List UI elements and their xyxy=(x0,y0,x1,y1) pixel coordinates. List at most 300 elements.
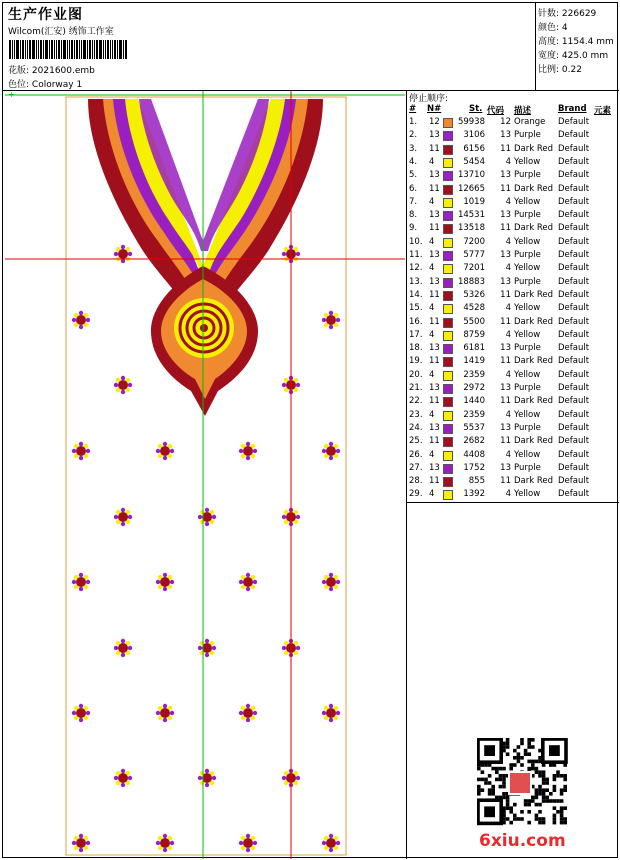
colorway-line xyxy=(8,77,82,90)
row-stitches: 14531 xyxy=(457,210,485,221)
row-description: Dark Red xyxy=(514,223,554,234)
row-index: 6. xyxy=(409,183,418,194)
row-stitches: 5326 xyxy=(463,289,485,300)
stop-row xyxy=(407,303,619,316)
motif-flower xyxy=(198,639,216,657)
row-index: 26. xyxy=(409,449,423,460)
stop-row xyxy=(407,489,619,502)
row-code: 13 xyxy=(500,276,511,287)
color-swatch xyxy=(443,477,453,487)
row-brand: Default xyxy=(558,343,590,354)
color-swatch xyxy=(443,198,453,208)
motif-flower xyxy=(239,442,257,460)
row-index: 8. xyxy=(409,210,418,221)
row-code: 4 xyxy=(505,303,511,314)
barcode-bar xyxy=(107,40,109,59)
design-stats xyxy=(536,3,619,91)
row-brand: Default xyxy=(558,369,590,380)
page-title: 生产作业图 xyxy=(8,7,83,23)
motif-flower xyxy=(114,769,132,787)
row-needle: 11 xyxy=(429,356,440,367)
row-stitches: 3106 xyxy=(463,130,485,141)
header-info xyxy=(3,3,536,91)
row-brand: Default xyxy=(558,156,590,167)
row-brand: Default xyxy=(558,250,590,260)
stop-row xyxy=(407,383,619,396)
row-brand: Default xyxy=(558,143,590,154)
color-swatch xyxy=(443,158,453,168)
row-brand: Default xyxy=(558,276,590,287)
row-index: 23. xyxy=(409,409,423,420)
row-index: 25. xyxy=(409,436,423,447)
stop-row xyxy=(407,117,619,130)
row-stitches: 5777 xyxy=(463,250,485,260)
row-stitches: 7200 xyxy=(463,236,485,247)
row-index: 1. xyxy=(409,117,418,127)
row-index: 2. xyxy=(409,130,418,141)
col-header-brand: Brand xyxy=(558,104,587,114)
row-index: 15. xyxy=(409,303,423,314)
barcode-bar xyxy=(81,40,82,59)
stop-row xyxy=(407,317,619,330)
col-header-element: 元素 xyxy=(594,106,612,116)
row-brand: Default xyxy=(558,223,590,234)
barcode-bar xyxy=(123,40,124,59)
row-stitches: 1440 xyxy=(463,396,485,407)
barcode xyxy=(9,40,149,59)
motif-flower xyxy=(114,245,132,263)
color-swatch xyxy=(443,264,453,274)
stop-row xyxy=(407,423,619,436)
barcode-bar xyxy=(9,40,11,59)
barcode-bar xyxy=(16,40,19,59)
color-swatch xyxy=(443,171,453,181)
stop-row xyxy=(407,343,619,356)
barcode-bar xyxy=(112,40,113,59)
motif-flower xyxy=(72,573,90,591)
barcode-bar xyxy=(110,40,111,59)
stop-sequence-panel xyxy=(407,91,619,503)
barcode-bar xyxy=(12,40,13,59)
color-swatch xyxy=(443,357,453,367)
motif-flower xyxy=(72,704,90,722)
row-needle: 11 xyxy=(429,396,440,407)
row-brand: Default xyxy=(558,263,590,274)
row-description: Yellow xyxy=(514,449,541,460)
row-description: Yellow xyxy=(514,196,541,207)
row-index: 24. xyxy=(409,422,423,433)
barcode-bar xyxy=(74,40,75,59)
motif-flower xyxy=(239,834,257,852)
stat-scale: 比例: 0.22 xyxy=(538,65,582,75)
production-worksheet xyxy=(2,2,618,858)
design-file-label: 花版: xyxy=(8,66,30,76)
row-stitches: 4528 xyxy=(463,303,485,314)
embroidery-design-svg xyxy=(3,91,407,859)
row-stitches: 13710 xyxy=(457,170,485,181)
color-swatch xyxy=(443,318,453,328)
row-description: Yellow xyxy=(514,303,541,314)
row-needle: 4 xyxy=(429,236,435,247)
row-description: Purple xyxy=(514,250,541,260)
color-swatch xyxy=(443,224,453,234)
col-header-stitches: St. xyxy=(469,104,483,114)
motif-flower xyxy=(156,704,174,722)
row-needle: 13 xyxy=(429,276,440,287)
row-index: 28. xyxy=(409,476,423,487)
row-index: 10. xyxy=(409,236,423,247)
row-index: 4. xyxy=(409,156,418,167)
row-needle: 4 xyxy=(429,196,435,207)
row-stitches: 59938 xyxy=(457,117,485,127)
row-code: 11 xyxy=(500,436,511,447)
design-file-value: 2021600.emb xyxy=(31,66,95,76)
qr-code xyxy=(477,738,569,826)
row-index: 18. xyxy=(409,343,423,354)
barcode-bar xyxy=(54,40,55,59)
qr-code-svg xyxy=(477,738,569,826)
row-brand: Default xyxy=(558,422,590,433)
row-description: Dark Red xyxy=(514,289,554,300)
row-description: Purple xyxy=(514,276,541,287)
row-description: Dark Red xyxy=(514,436,554,447)
row-needle: 4 xyxy=(429,409,435,420)
row-brand: Default xyxy=(558,409,590,420)
row-brand: Default xyxy=(558,316,590,327)
color-swatch xyxy=(443,304,453,314)
row-code: 13 xyxy=(500,343,511,354)
row-code: 4 xyxy=(505,196,511,207)
row-needle: 12 xyxy=(429,117,440,127)
row-code: 4 xyxy=(505,329,511,340)
barcode-bar xyxy=(38,40,39,59)
row-index: 16. xyxy=(409,316,423,327)
row-stitches: 8759 xyxy=(463,329,485,340)
row-stitches: 2972 xyxy=(463,383,485,393)
row-needle: 4 xyxy=(429,329,435,340)
row-index: 11. xyxy=(409,250,423,260)
barcode-bar xyxy=(71,40,73,59)
row-brand: Default xyxy=(558,462,590,473)
barcode-bar xyxy=(76,40,78,59)
row-stitches: 5500 xyxy=(463,316,485,327)
row-code: 13 xyxy=(500,210,511,221)
row-description: Yellow xyxy=(514,236,541,247)
barcode-bar xyxy=(56,40,57,59)
row-index: 19. xyxy=(409,356,423,367)
barcode-bar xyxy=(43,40,44,59)
row-needle: 11 xyxy=(429,183,440,194)
motif-flower xyxy=(114,508,132,526)
row-brand: Default xyxy=(558,329,590,340)
row-index: 9. xyxy=(409,223,418,234)
barcode-bar xyxy=(36,40,37,59)
stop-row xyxy=(407,130,619,143)
barcode-bar xyxy=(32,40,35,59)
row-description: Orange xyxy=(514,117,546,127)
col-header-code: 代码 xyxy=(487,106,505,116)
barcode-bar xyxy=(67,40,68,59)
barcode-bar xyxy=(79,40,80,59)
row-needle: 13 xyxy=(429,422,440,433)
color-swatch xyxy=(443,397,453,407)
row-stitches: 6156 xyxy=(463,143,485,154)
row-code: 13 xyxy=(500,250,511,260)
motif-flower xyxy=(156,442,174,460)
color-swatch xyxy=(443,238,453,248)
row-stitches: 13518 xyxy=(457,223,485,234)
row-code: 4 xyxy=(505,236,511,247)
row-code: 11 xyxy=(500,183,511,194)
row-description: Yellow xyxy=(514,489,541,500)
pendant-center xyxy=(200,324,208,332)
row-description: Yellow xyxy=(514,329,541,340)
row-stitches: 2359 xyxy=(463,409,485,420)
barcode-bar xyxy=(117,40,118,59)
color-swatch xyxy=(443,451,453,461)
color-swatch xyxy=(443,185,453,195)
barcode-bar xyxy=(92,40,93,59)
stop-row xyxy=(407,170,619,183)
row-description: Yellow xyxy=(514,263,541,274)
col-header-n: N# xyxy=(427,104,442,114)
row-code: 13 xyxy=(500,422,511,433)
stop-row xyxy=(407,356,619,369)
barcode-bar xyxy=(25,40,26,59)
row-stitches: 1392 xyxy=(463,489,485,500)
stop-row xyxy=(407,450,619,463)
row-brand: Default xyxy=(558,476,590,487)
neck-pendant xyxy=(151,266,258,416)
row-brand: Default xyxy=(558,130,590,141)
row-brand: Default xyxy=(558,489,590,500)
col-header-description: 描述 xyxy=(514,106,532,116)
row-brand: Default xyxy=(558,210,590,221)
motif-flower xyxy=(198,508,216,526)
guide-marker-icon: + xyxy=(8,91,15,99)
color-swatch xyxy=(443,145,453,155)
row-description: Yellow xyxy=(514,409,541,420)
row-index: 5. xyxy=(409,170,418,181)
motif-flower xyxy=(322,834,340,852)
row-code: 11 xyxy=(500,223,511,234)
row-needle: 4 xyxy=(429,156,435,167)
color-swatch xyxy=(443,291,453,301)
barcode-bar xyxy=(114,40,116,59)
row-description: Dark Red xyxy=(514,476,554,487)
row-needle: 11 xyxy=(429,143,440,154)
motif-flower xyxy=(114,639,132,657)
color-swatch xyxy=(443,278,453,288)
stop-row xyxy=(407,396,619,409)
row-brand: Default xyxy=(558,236,590,247)
row-index: 21. xyxy=(409,383,423,393)
row-stitches: 5537 xyxy=(463,422,485,433)
design-file-line xyxy=(8,63,95,76)
row-stitches: 7201 xyxy=(463,263,485,274)
barcode-bar xyxy=(103,40,104,59)
row-code: 13 xyxy=(500,130,511,141)
colorway-value: Colorway 1 xyxy=(31,80,83,90)
motif-flower xyxy=(72,442,90,460)
row-stitches: 855 xyxy=(468,476,485,487)
motif-flower xyxy=(322,573,340,591)
row-code: 11 xyxy=(500,396,511,407)
row-code: 13 xyxy=(500,462,511,473)
stop-row xyxy=(407,210,619,223)
row-stitches: 12665 xyxy=(457,183,485,194)
stat-width: 宽度: 425.0 mm xyxy=(538,51,609,61)
barcode-bar xyxy=(40,40,42,59)
row-needle: 4 xyxy=(429,449,435,460)
row-description: Dark Red xyxy=(514,316,554,327)
barcode-bar xyxy=(22,40,24,59)
row-index: 3. xyxy=(409,143,418,154)
row-needle: 13 xyxy=(429,383,440,393)
row-needle: 11 xyxy=(429,436,440,447)
color-swatch xyxy=(443,344,453,354)
color-swatch xyxy=(443,331,453,341)
colorway-label: 色位: xyxy=(8,80,30,90)
row-needle: 13 xyxy=(429,343,440,354)
barcode-bar xyxy=(20,40,21,59)
barcode-bar xyxy=(45,40,48,59)
motif-flower xyxy=(156,834,174,852)
stop-row xyxy=(407,237,619,250)
row-stitches: 5454 xyxy=(463,156,485,167)
row-stitches: 4408 xyxy=(463,449,485,460)
qr-center-seal-icon xyxy=(509,772,531,794)
company-name: Wilcom(汇安) 绣饰工作室 xyxy=(8,27,114,37)
row-needle: 4 xyxy=(429,489,435,500)
row-needle: 11 xyxy=(429,223,440,234)
motif-flower xyxy=(156,573,174,591)
barcode-bar xyxy=(69,40,70,59)
row-code: 4 xyxy=(505,449,511,460)
row-description: Dark Red xyxy=(514,356,554,367)
row-brand: Default xyxy=(558,396,590,407)
row-index: 14. xyxy=(409,289,423,300)
color-swatch xyxy=(443,211,453,221)
row-brand: Default xyxy=(558,356,590,367)
barcode-bar xyxy=(61,40,62,59)
motif-flower xyxy=(322,442,340,460)
motif-flower xyxy=(114,376,132,394)
row-index: 13. xyxy=(409,276,423,287)
row-description: Dark Red xyxy=(514,396,554,407)
barcode-bar xyxy=(87,40,88,59)
row-description: Dark Red xyxy=(514,183,554,194)
row-needle: 11 xyxy=(429,289,440,300)
color-swatch xyxy=(443,251,453,261)
row-needle: 13 xyxy=(429,462,440,473)
row-code: 4 xyxy=(505,489,511,500)
row-description: Purple xyxy=(514,462,541,473)
col-header-index: # xyxy=(409,104,417,114)
row-needle: 13 xyxy=(429,250,440,260)
row-code: 11 xyxy=(500,143,511,154)
barcode-bar xyxy=(63,40,66,59)
row-brand: Default xyxy=(558,183,590,194)
row-code: 13 xyxy=(500,170,511,181)
barcode-bar xyxy=(105,40,106,59)
barcode-bar xyxy=(14,40,15,59)
row-needle: 13 xyxy=(429,210,440,221)
row-needle: 4 xyxy=(429,303,435,314)
color-swatch xyxy=(443,464,453,474)
row-needle: 4 xyxy=(429,369,435,380)
row-index: 7. xyxy=(409,196,418,207)
row-index: 27. xyxy=(409,462,423,473)
stat-height: 高度: 1154.4 mm xyxy=(538,37,614,47)
row-description: Yellow xyxy=(514,369,541,380)
row-brand: Default xyxy=(558,303,590,314)
row-stitches: 1752 xyxy=(463,462,485,473)
row-needle: 13 xyxy=(429,170,440,181)
stop-row xyxy=(407,157,619,170)
row-brand: Default xyxy=(558,196,590,207)
motif-flower xyxy=(239,573,257,591)
color-swatch xyxy=(443,384,453,394)
stop-row xyxy=(407,476,619,489)
barcode-bar xyxy=(99,40,102,59)
embroidery-preview xyxy=(3,91,407,859)
row-brand: Default xyxy=(558,436,590,447)
row-index: 20. xyxy=(409,369,423,380)
stop-row xyxy=(407,197,619,210)
barcode-bar xyxy=(51,40,53,59)
stop-row xyxy=(407,263,619,276)
barcode-bar xyxy=(96,40,98,59)
motif-flower xyxy=(72,834,90,852)
stop-row xyxy=(407,277,619,290)
row-stitches: 2359 xyxy=(463,369,485,380)
color-swatch xyxy=(443,490,453,500)
row-index: 12. xyxy=(409,263,423,274)
row-stitches: 6181 xyxy=(463,343,485,354)
row-needle: 13 xyxy=(429,130,440,141)
row-description: Purple xyxy=(514,210,541,221)
color-swatch xyxy=(443,131,453,141)
row-index: 29. xyxy=(409,489,423,500)
stop-row xyxy=(407,290,619,303)
barcode-bar xyxy=(94,40,95,59)
stop-row xyxy=(407,184,619,197)
stop-row xyxy=(407,370,619,383)
row-description: Purple xyxy=(514,383,541,393)
stop-row xyxy=(407,223,619,236)
row-stitches: 1419 xyxy=(463,356,485,367)
motif-flower xyxy=(322,311,340,329)
stop-row xyxy=(407,410,619,423)
row-description: Dark Red xyxy=(514,143,554,154)
barcode-bar xyxy=(27,40,28,59)
barcode-bar xyxy=(119,40,122,59)
barcode-bar xyxy=(83,40,86,59)
motif-flower xyxy=(322,704,340,722)
color-swatch xyxy=(443,411,453,421)
motif-flower xyxy=(239,704,257,722)
row-brand: Default xyxy=(558,449,590,460)
stat-stitch-count: 针数: 226629 xyxy=(538,9,597,19)
row-code: 4 xyxy=(505,369,511,380)
row-description: Purple xyxy=(514,130,541,141)
barcode-bar xyxy=(49,40,50,59)
watermark-logo: 6xiu.com xyxy=(479,831,566,851)
row-stitches: 1019 xyxy=(463,196,485,207)
stop-row xyxy=(407,330,619,343)
color-swatch xyxy=(443,118,453,128)
